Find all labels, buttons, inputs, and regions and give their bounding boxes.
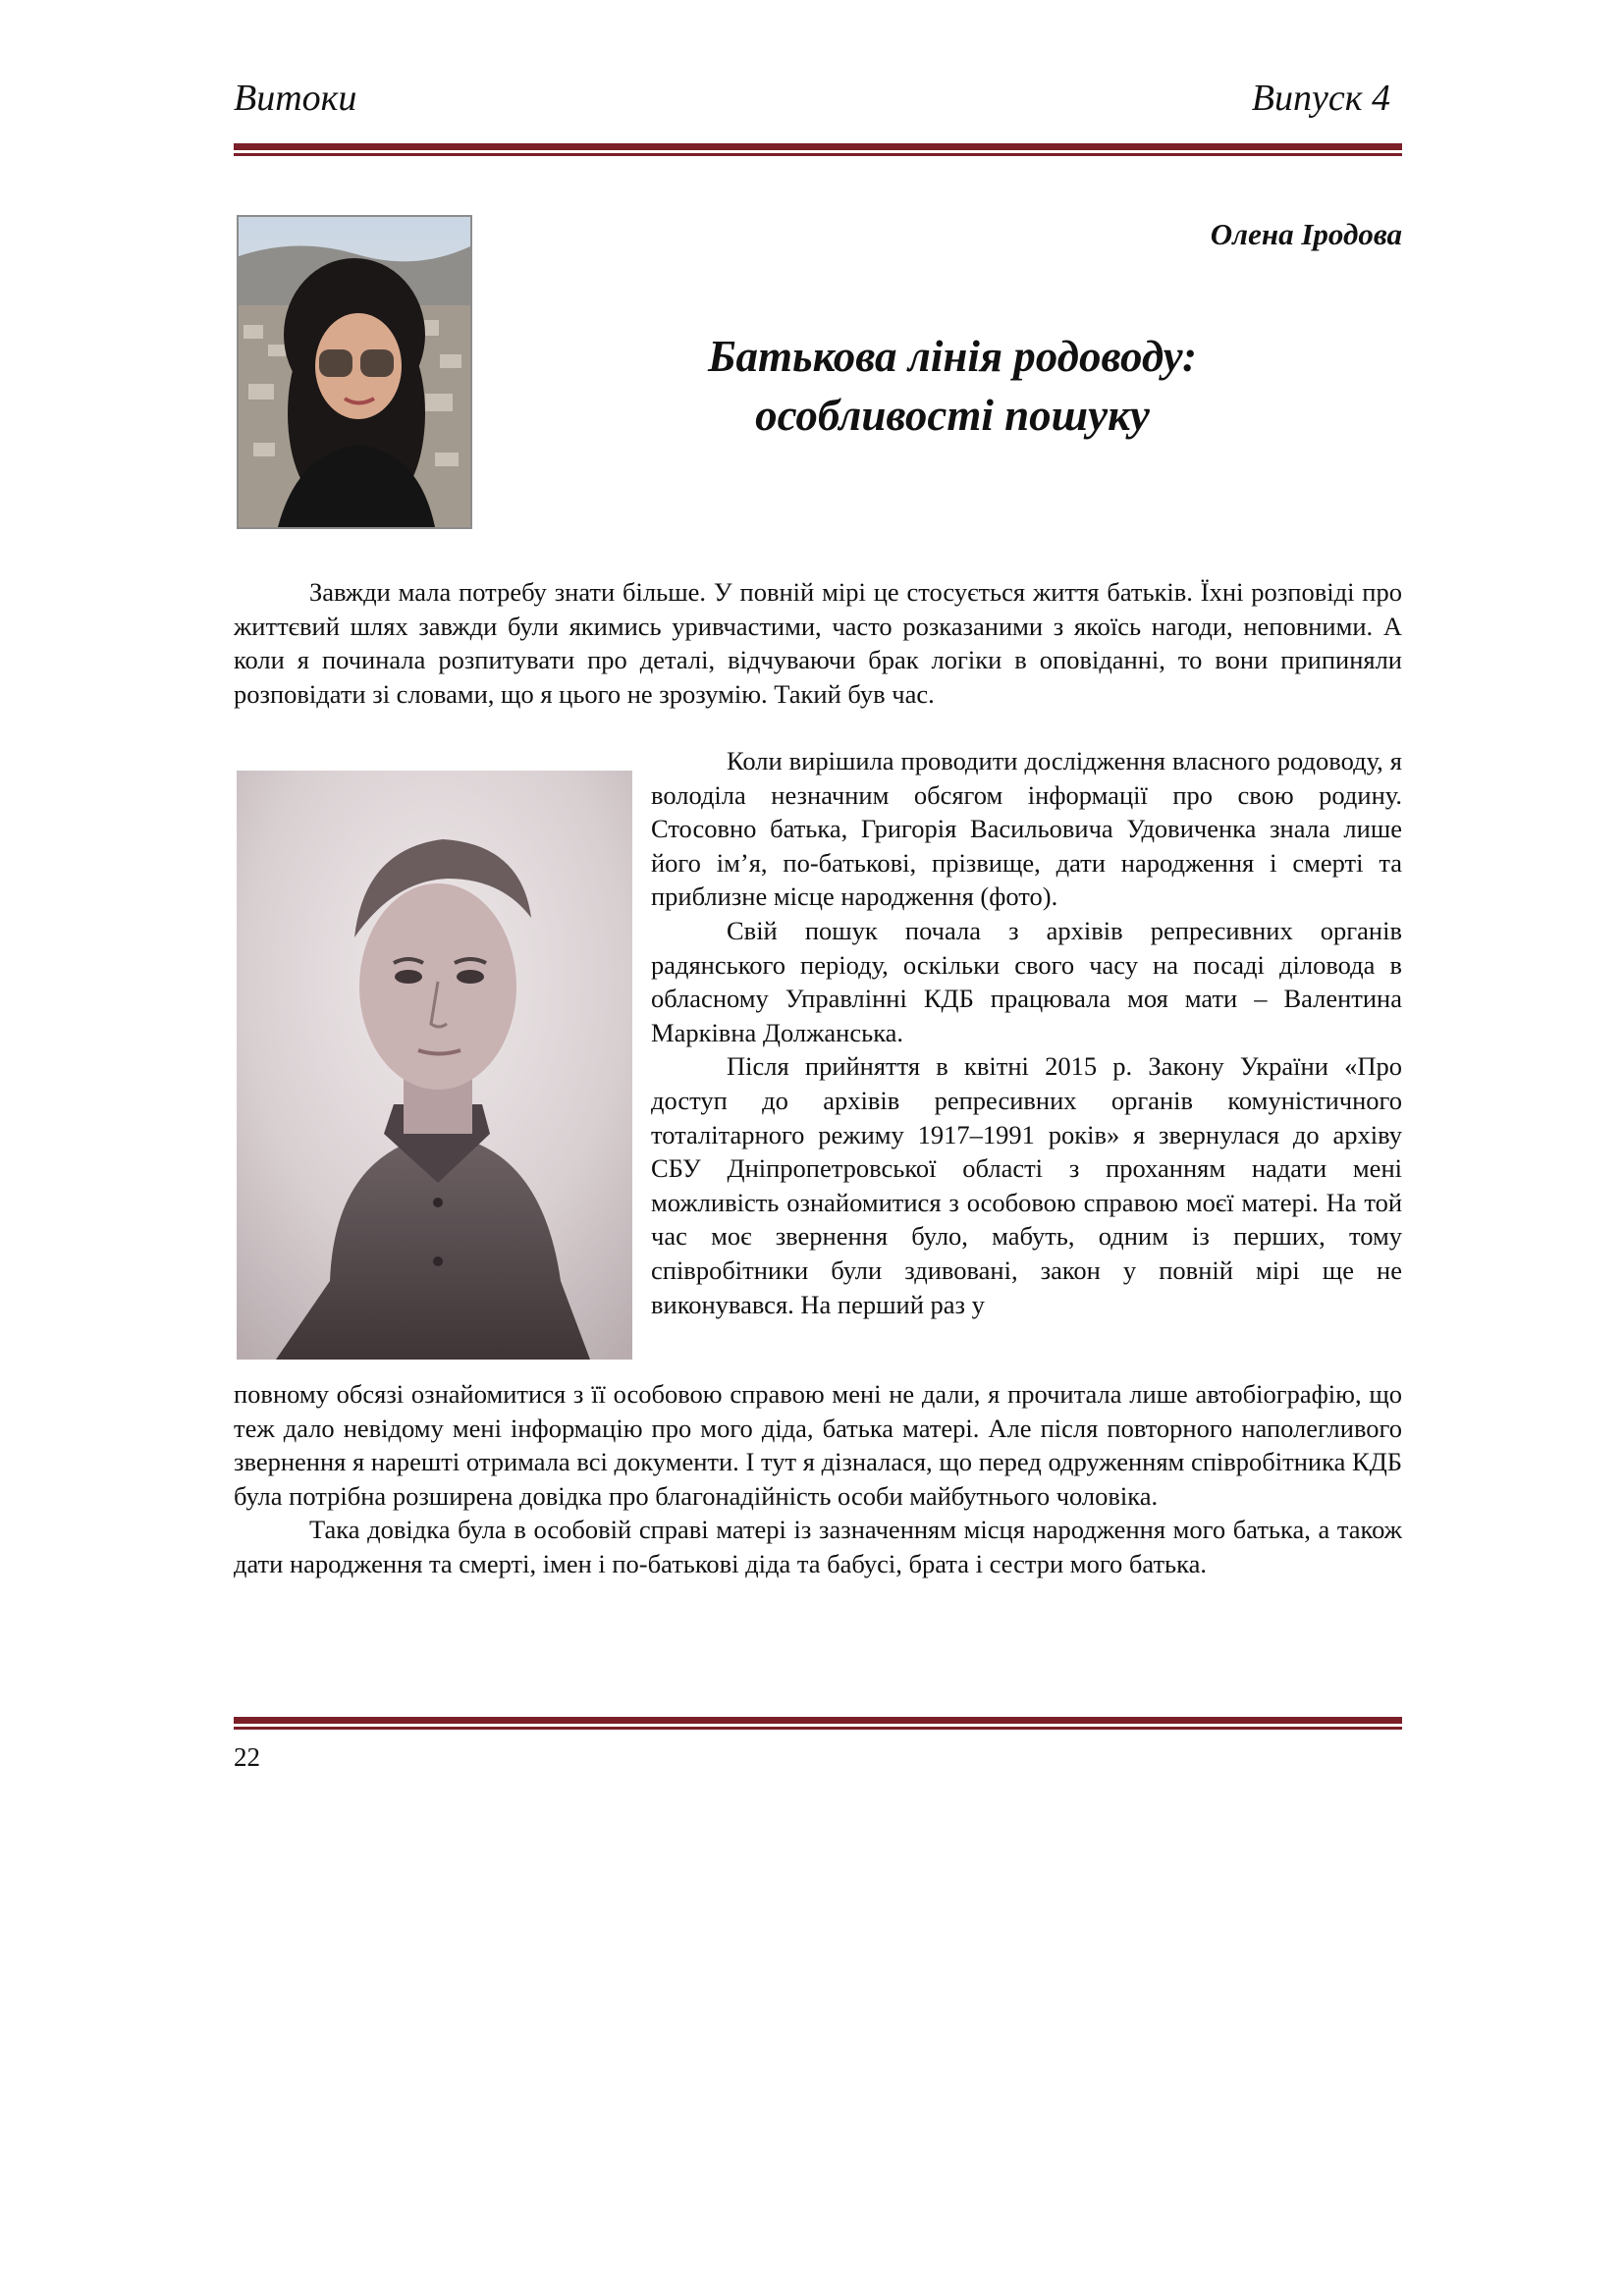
header-journal-title: Витоки bbox=[234, 78, 357, 119]
paragraph-5: Така довідка була в особовій справі матері із зазначенням місця народження мого батька, а також дати народження та смерті, імен і по-батькові діда та бабусі, брата і сестри мого батька. bbox=[234, 1515, 1402, 1578]
footer-rule bbox=[234, 1717, 1402, 1730]
page-number: 22 bbox=[234, 1742, 260, 1772]
paragraph-3: Свій пошук почала з архівів репресивних органів радянського періоду, оскільки свого часу на посаді діловода в обласному Управлінні КДБ працювала моя мати – Валентина Марківна Должанська. bbox=[651, 915, 1402, 1047]
header-rule bbox=[234, 143, 1402, 156]
paragraph-4-end: повному обсязі ознайомитися з її особовою справою мені не дали, я прочитала лише автобіографію, що теж дало невідому мені інформацію про мого діда, батька матері. Але після повторного наполегливого звернення я нарешті отримала всі документи. І тут я дізналася, що перед одруженням співробітника КДБ була потрібна розширена довідка про благонадійність особи майбутнього чоловіка. bbox=[234, 1379, 1402, 1511]
body-text-intro bbox=[234, 575, 1402, 711]
title-line-2: особливості пошуку bbox=[755, 391, 1150, 440]
article-title bbox=[609, 327, 1296, 445]
paragraph-2: Коли вирішила проводити дослідження власного родоводу, я володіла незначним обсягом інформації про свою родину. Стосовно батька, Григорія Васильовича Удовиченка знала лише його ім’я, по-батькові, прізвище, дати народження і смерті та приблизне місце народження (фото). bbox=[651, 746, 1402, 912]
body-text-right-column bbox=[651, 744, 1402, 1321]
header-issue-number: Випуск 4 bbox=[1251, 78, 1390, 119]
paragraph-1: Завжди мала потребу знати більше. У повній мірі це стосується життя батьків. Їхні розповіді про життєвий шлях завжди були якимись уривчастими, часто розказаними з якоїсь нагоди, неповними. А коли я починала розпитувати про деталі, відчуваючи брак логіки в оповіданні, то вони припиняли розповідати зі словами, що я цього не зрозумію. Такий був час. bbox=[234, 577, 1402, 709]
author-name: Олена Іродова bbox=[1210, 217, 1402, 251]
title-line-1: Батькова лінія родоводу: bbox=[707, 332, 1198, 381]
body-text-continued bbox=[234, 1377, 1402, 1581]
paragraph-4-start: Після прийняття в квітні 2015 р. Закону України «Про доступ до архівів репресивних органів комуністичного тоталітарного режиму 1917–1991 років» я звернулася до архіву СБУ Дніпропетровської області з проханням надати мені можливість ознайомитися з особовою справою моєї матері. На той час моє звернення було, мабуть, одним із перших, тому співробітники були здивовані, закон у повній мірі ще не виконувався. На перший раз у bbox=[651, 1051, 1402, 1319]
father-photo bbox=[237, 771, 632, 1360]
author-photo bbox=[237, 215, 472, 529]
